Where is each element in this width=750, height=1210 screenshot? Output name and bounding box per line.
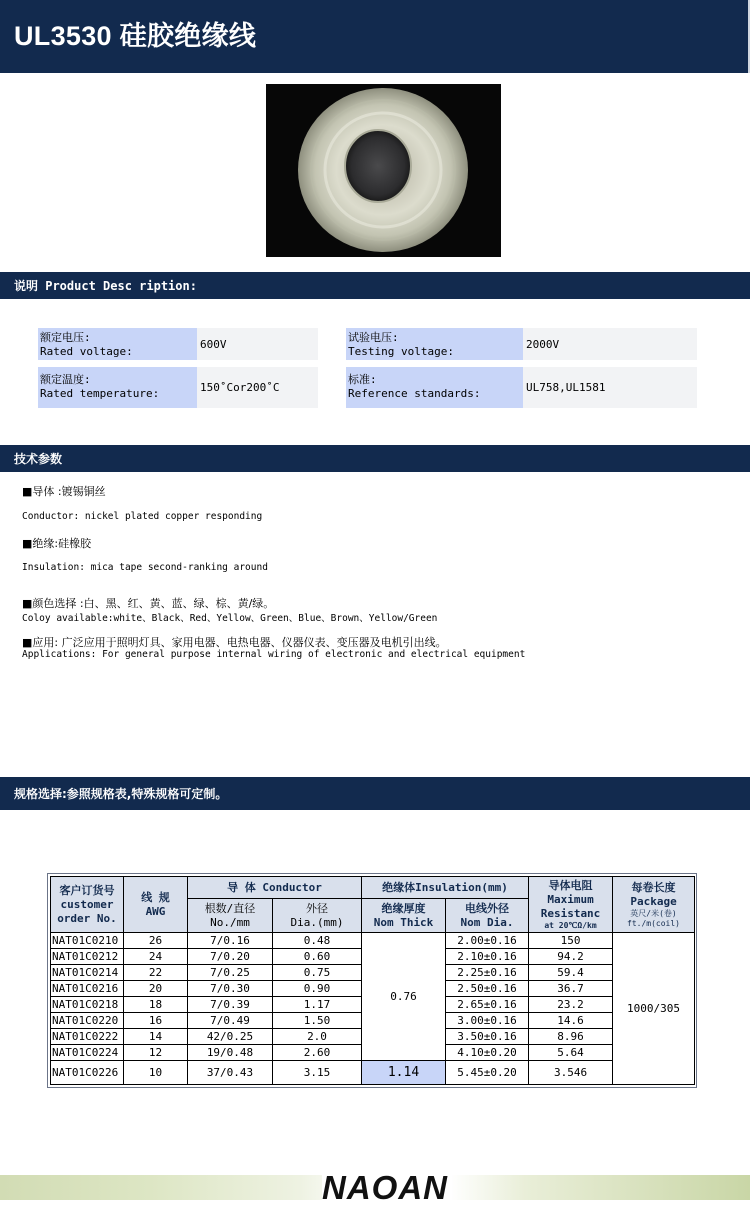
product-photo <box>266 84 501 257</box>
cell-code: NAT01C0226 <box>51 1061 124 1085</box>
description-header-text: 说明 Product Desc ription: <box>14 279 197 293</box>
conductor-text: Conductor: nickel plated copper responding <box>22 511 263 522</box>
cell-awg: 16 <box>124 1013 188 1029</box>
cell-dia: 0.48 <box>273 933 362 949</box>
spec-selection-header <box>0 777 750 810</box>
description-header <box>0 272 750 299</box>
cell-res: 8.96 <box>529 1029 613 1045</box>
cell-odia: 3.50±0.16 <box>446 1029 529 1045</box>
rated-voltage-label <box>38 328 197 360</box>
cell-res: 3.546 <box>529 1061 613 1085</box>
header-order-en1: customer <box>60 897 114 911</box>
cell-strand: 19/0.48 <box>188 1045 273 1061</box>
header-awg-cn: 线 规 <box>141 890 170 904</box>
application-text: Applications: For general purpose internal wiring of electronic and electrical equipment <box>22 649 526 660</box>
header-strand <box>188 899 273 933</box>
header-outer-dia-en: Nom Dia. <box>460 915 514 929</box>
header-order-en2: order No. <box>57 911 117 925</box>
spec-table-body <box>51 933 695 1085</box>
header-dia <box>273 899 362 933</box>
tech-params-header-text: 技术参数 <box>14 452 63 466</box>
spec-table-container <box>47 873 697 1088</box>
cell-dia: 0.60 <box>273 949 362 965</box>
rated-temperature-label-cn: 额定温度: <box>40 373 91 386</box>
cell-strand: 7/0.49 <box>188 1013 273 1029</box>
testing-voltage-label-en: Testing voltage: <box>348 345 454 358</box>
cell-awg: 12 <box>124 1045 188 1061</box>
conductor-heading: ■导体 :镀锡铜丝 <box>22 485 106 498</box>
cell-res: 14.6 <box>529 1013 613 1029</box>
header-resistance-en1: Maximum <box>547 892 594 906</box>
brand-logo-text: NAOAN <box>322 1169 448 1206</box>
cell-res: 5.64 <box>529 1045 613 1061</box>
header-resistance-en2: Resistanc <box>540 906 601 920</box>
reference-standards-label-cn: 标准: <box>348 373 377 386</box>
cell-res: 36.7 <box>529 981 613 997</box>
header-resistance <box>529 877 613 933</box>
cell-thick: 1.14 <box>362 1061 446 1085</box>
cell-code: NAT01C0216 <box>51 981 124 997</box>
cell-odia: 4.10±0.20 <box>446 1045 529 1061</box>
header-conductor: 导 体 Conductor <box>188 877 362 899</box>
reference-standards-label-en: Reference standards: <box>348 387 481 400</box>
cell-res: 150 <box>529 933 613 949</box>
cell-odia: 2.10±0.16 <box>446 949 529 965</box>
cell-dia: 3.15 <box>273 1061 362 1085</box>
header-outer-dia-cn: 电线外径 <box>465 901 510 915</box>
cell-dia: 2.0 <box>273 1029 362 1045</box>
cell-dia: 0.75 <box>273 965 362 981</box>
rated-voltage-value: 600V <box>197 328 318 360</box>
header-resistance-cn: 导体电阻 <box>548 878 593 892</box>
cell-code: NAT01C0214 <box>51 965 124 981</box>
header-resistance-unit: at 20℃Ω/km <box>544 920 597 930</box>
cell-code: NAT01C0218 <box>51 997 124 1013</box>
header-thickness-cn: 绝缘厚度 <box>381 901 426 915</box>
cell-odia: 2.25±0.16 <box>446 965 529 981</box>
tech-params-header <box>0 445 750 472</box>
header-awg <box>124 877 188 933</box>
header-strand-cn: 根数/直径 <box>204 901 256 915</box>
cell-odia: 2.50±0.16 <box>446 981 529 997</box>
header-package <box>613 877 695 933</box>
cell-odia: 2.65±0.16 <box>446 997 529 1013</box>
header-insulation: 绝缘体Insulation(mm) <box>362 877 529 899</box>
header-strand-en: No./mm <box>210 915 250 929</box>
cell-code: NAT01C0210 <box>51 933 124 949</box>
cell-awg: 14 <box>124 1029 188 1045</box>
cell-strand: 7/0.39 <box>188 997 273 1013</box>
insulation-text: Insulation: mica tape second-ranking around <box>22 562 268 573</box>
header-order <box>51 877 124 933</box>
cell-dia: 1.17 <box>273 997 362 1013</box>
wire-coil-image <box>266 84 501 257</box>
cell-strand: 37/0.43 <box>188 1061 273 1085</box>
header-package-unit-en: ft./m(coil) <box>627 918 680 928</box>
cell-code: NAT01C0222 <box>51 1029 124 1045</box>
cell-dia: 0.90 <box>273 981 362 997</box>
spec-table <box>50 876 695 1085</box>
page-title: UL3530 硅胶绝缘线 <box>14 21 257 51</box>
cell-odia: 3.00±0.16 <box>446 1013 529 1029</box>
cell-dia: 2.60 <box>273 1045 362 1061</box>
reference-standards-value: UL758,UL1581 <box>523 367 697 408</box>
header-package-en: Package <box>630 894 677 908</box>
header-package-cn: 每卷长度 <box>631 880 676 894</box>
cell-package-shared: 1000/305 <box>613 933 695 1085</box>
spec-selection-header-text: 规格选择:参照规格表,特殊规格可定制。 <box>14 787 228 801</box>
brand-logo <box>322 1166 452 1208</box>
insulation-heading: ■绝缘:硅橡胶 <box>22 537 92 550</box>
cell-strand: 7/0.25 <box>188 965 273 981</box>
cell-code: NAT01C0220 <box>51 1013 124 1029</box>
cell-thickness-shared: 0.76 <box>362 933 446 1061</box>
cell-strand: 7/0.16 <box>188 933 273 949</box>
title-bar <box>0 0 750 73</box>
cell-code: NAT01C0212 <box>51 949 124 965</box>
application-heading: ■应用: 广泛应用于照明灯具、家用电器、电热电器、仪器仪表、变压器及电机引出线。 <box>22 636 447 649</box>
cell-code: NAT01C0224 <box>51 1045 124 1061</box>
cell-strand: 42/0.25 <box>188 1029 273 1045</box>
table-row <box>51 933 695 949</box>
cell-awg: 24 <box>124 949 188 965</box>
rated-voltage-label-en: Rated voltage: <box>40 345 133 358</box>
rated-voltage-label-cn: 额定电压: <box>40 331 91 344</box>
header-thickness-en: Nom Thick <box>373 915 434 929</box>
cell-awg: 22 <box>124 965 188 981</box>
rated-temperature-label-en: Rated temperature: <box>40 387 160 400</box>
cell-res: 94.2 <box>529 949 613 965</box>
table-row <box>51 1061 695 1085</box>
cell-strand: 7/0.20 <box>188 949 273 965</box>
cell-awg: 18 <box>124 997 188 1013</box>
cell-awg: 10 <box>124 1061 188 1085</box>
cell-dia: 1.50 <box>273 1013 362 1029</box>
header-package-unit-cn: 英尺/米(卷) <box>630 908 677 918</box>
cell-odia: 2.00±0.16 <box>446 933 529 949</box>
color-text: Coloy available:white、Black、Red、Yellow、Green、Blue、Brown、Yellow/Green <box>22 613 438 624</box>
cell-strand: 7/0.30 <box>188 981 273 997</box>
testing-voltage-value: 2000V <box>523 328 697 360</box>
header-thickness <box>362 899 446 933</box>
cell-awg: 26 <box>124 933 188 949</box>
testing-voltage-label-cn: 试验电压: <box>348 331 399 344</box>
header-outer-dia <box>446 899 529 933</box>
cell-res: 23.2 <box>529 997 613 1013</box>
testing-voltage-label <box>346 328 523 360</box>
header-dia-en: Dia.(mm) <box>290 915 344 929</box>
cell-res: 59.4 <box>529 965 613 981</box>
color-heading: ■颜色选择 :白、黑、红、黄、蓝、绿、棕、黄/绿。 <box>22 597 275 610</box>
rated-temperature-value: 150˚Cor200˚C <box>197 367 318 408</box>
reference-standards-label <box>346 367 523 408</box>
rated-temperature-label <box>38 367 197 408</box>
header-order-cn: 客户订货号 <box>59 883 115 897</box>
header-dia-cn: 外径 <box>306 901 328 915</box>
cell-odia: 5.45±0.20 <box>446 1061 529 1085</box>
cell-awg: 20 <box>124 981 188 997</box>
header-awg-en: AWG <box>145 904 166 918</box>
